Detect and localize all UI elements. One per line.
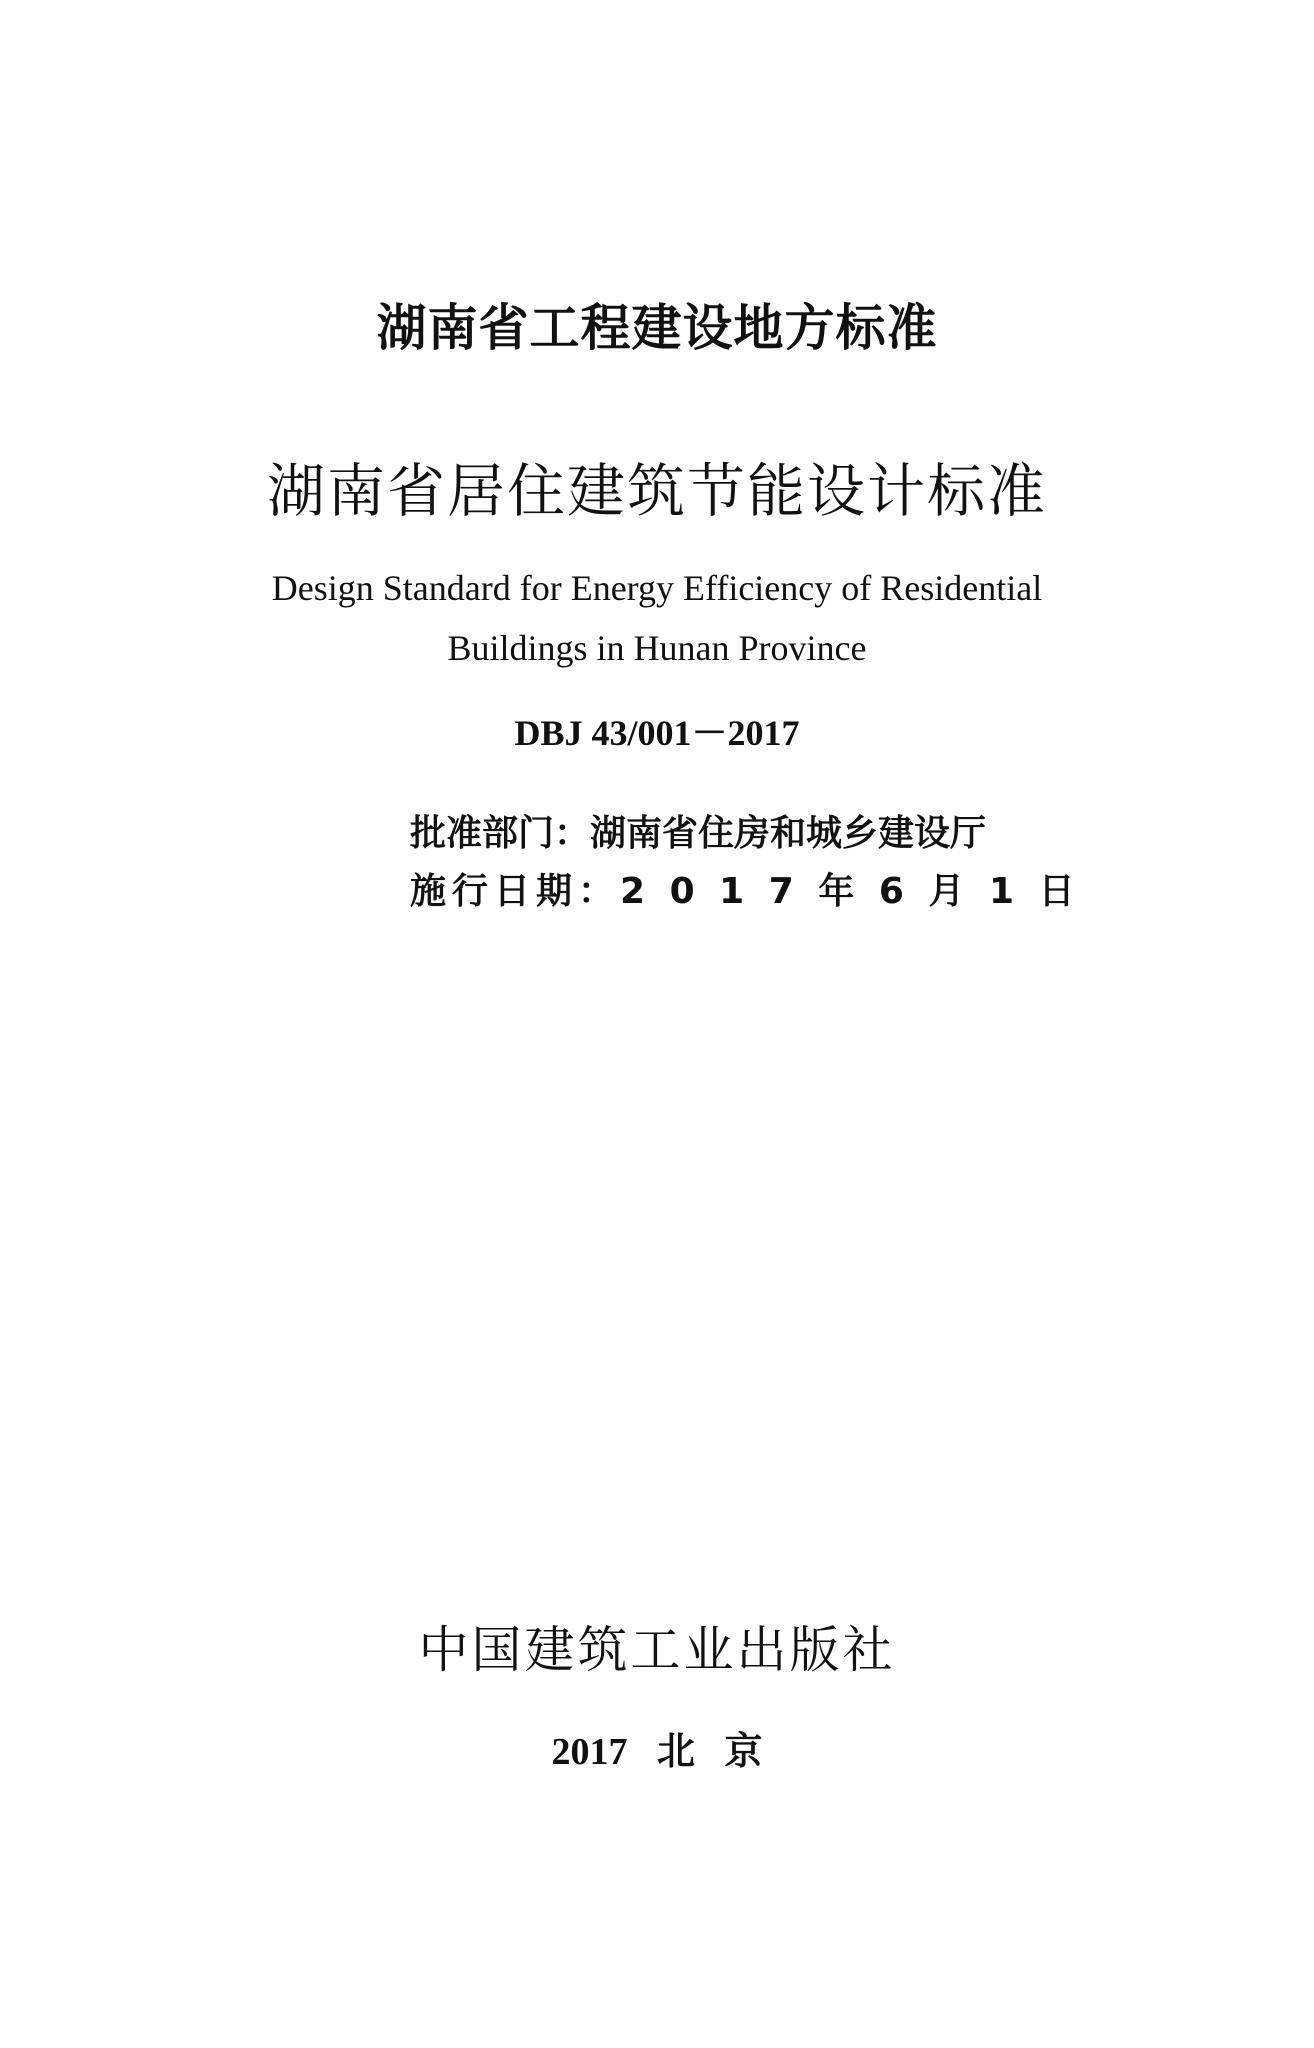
- approval-authority-label: 批准部门：: [410, 813, 591, 854]
- approval-authority: [410, 805, 986, 856]
- standard-title-chinese: 湖南省居住建筑节能设计标准: [266, 457, 1047, 525]
- publisher-name: 中国建筑工业出版社: [418, 1621, 896, 1679]
- effective-date: [410, 863, 1081, 914]
- approval-authority-value: 湖南省住房和城乡建设厅: [590, 813, 987, 854]
- publication-year-place: 2017 北 京: [551, 1731, 763, 1773]
- standard-title-english-line-2: Buildings in Hunan Province: [447, 628, 867, 668]
- effective-date-label: 施行日期：: [410, 871, 621, 912]
- standard-title-english-line-1: Design Standard for Energy Efficiency of Residential: [271, 568, 1043, 608]
- standard-title-english: [0, 558, 1314, 678]
- standard-code: DBJ 43/001－2017: [514, 713, 800, 753]
- effective-date-value: 2 0 1 7 年 6 月 1 日: [620, 871, 1081, 912]
- series-title: 湖南省工程建设地方标准: [376, 299, 938, 357]
